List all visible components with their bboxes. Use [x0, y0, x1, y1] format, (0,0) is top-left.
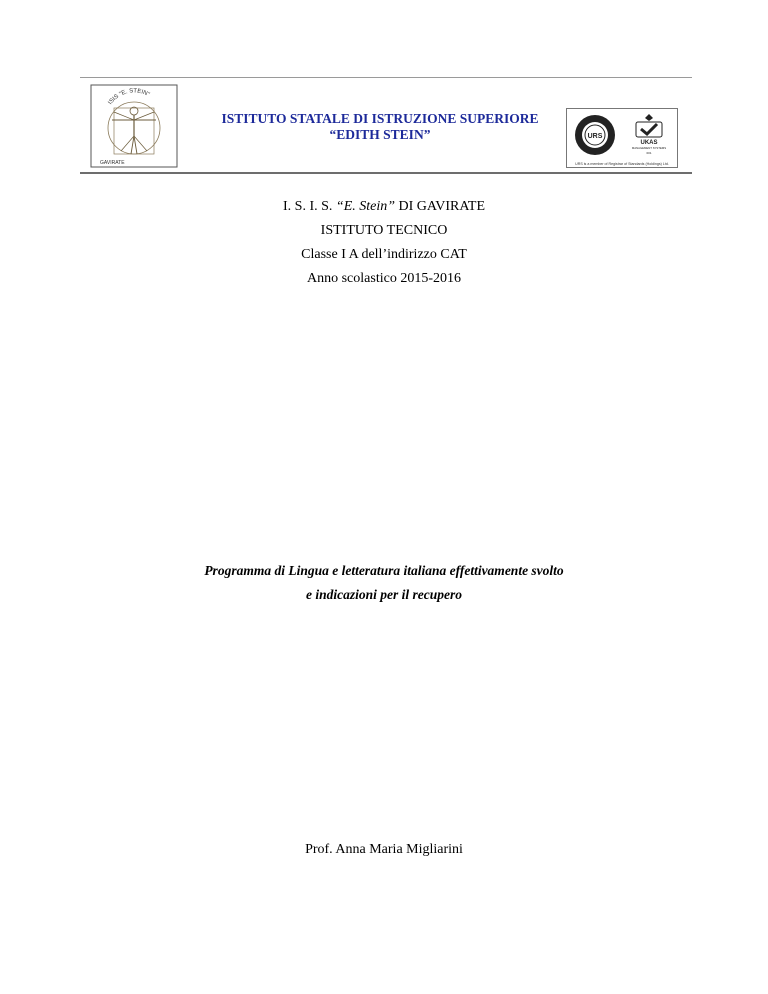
certification-box	[566, 108, 678, 168]
title-line2: e indicazioni per il recupero	[306, 587, 462, 602]
certification-note: URS is a member of Registrar of Standards (Holdings) Ltd.	[575, 162, 669, 166]
logo-top-text: ISIS "E. STEIN"	[107, 88, 151, 106]
ukas-sub-text: MANAGEMENT SYSTEMS	[631, 146, 667, 150]
urs-text: URS	[587, 133, 603, 140]
header-year-line: Anno scolastico 2015-2016	[307, 271, 461, 286]
logo-bottom-text: GAVIRATE	[100, 160, 125, 166]
school-name	[200, 111, 560, 143]
header-line1-italic: “E. Stein”	[335, 199, 396, 214]
urs-certification-seal-icon	[573, 113, 617, 157]
header-class-line: Classe I A dell’indirizzo CAT	[301, 247, 467, 262]
vitruvian-man-logo-icon	[90, 84, 178, 168]
ukas-certification-mark-icon	[627, 112, 671, 158]
document-header	[0, 195, 768, 291]
header-line1-suffix: DI GAVIRATE	[395, 199, 485, 214]
letterhead	[80, 77, 692, 174]
header-line1-prefix: I. S. I. S.	[283, 199, 336, 214]
ukas-code-text: 001	[646, 151, 652, 155]
header-institute-line: ISTITUTO TECNICO	[320, 223, 448, 238]
author: Prof. Anna Maria Migliarini	[305, 842, 463, 857]
document-title	[0, 559, 768, 607]
title-line1: Programma di Lingua e letteratura italiana effettivamente svolto	[204, 563, 564, 578]
school-name-line2: “EDITH STEIN”	[329, 127, 431, 142]
school-name-line1: ISTITUTO STATALE DI ISTRUZIONE SUPERIORE	[221, 111, 539, 126]
header-school-line	[0, 195, 768, 219]
ukas-text: UKAS	[640, 140, 658, 146]
